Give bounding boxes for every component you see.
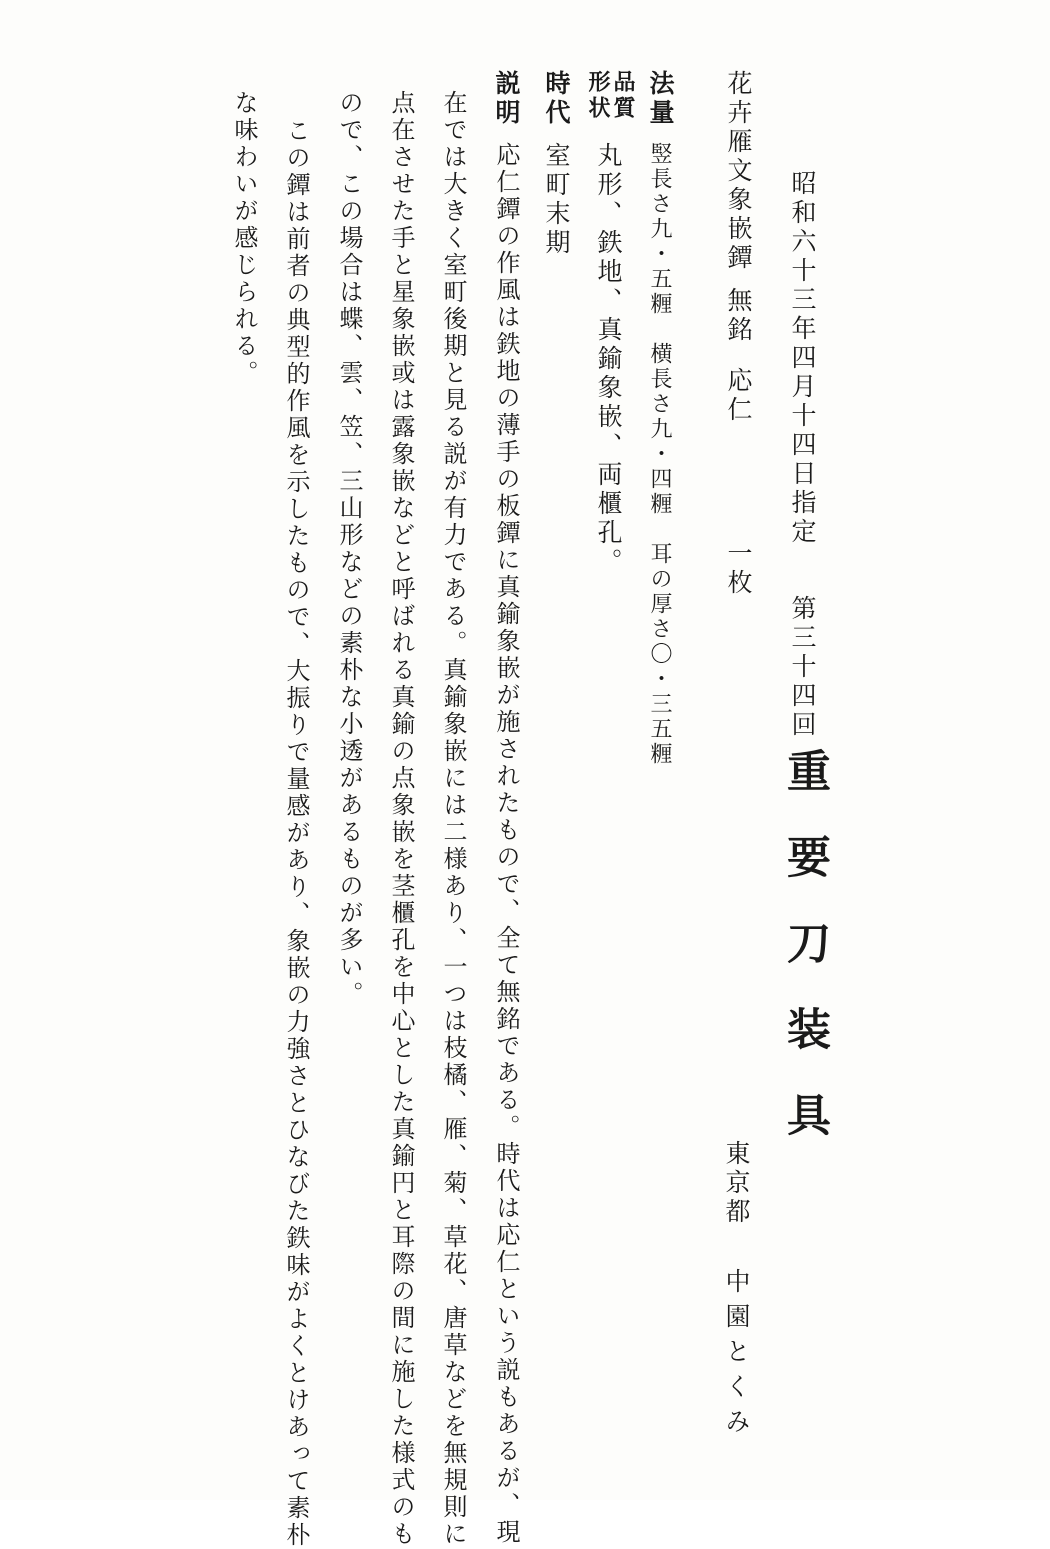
period-value: 室町末期	[542, 142, 571, 258]
designation-date: 昭和六十三年四月十四日指定	[788, 170, 817, 547]
dimensions-label: 法量	[646, 70, 675, 128]
description-label: 説明	[492, 70, 521, 128]
item-count: 一枚	[724, 540, 753, 598]
owner-location: 東京都	[722, 1140, 751, 1227]
owner-name: 中園とくみ	[722, 1268, 751, 1443]
description-line: 在では大きく室町後期と見る説が有力である。真鍮象嵌には二様あり、一つは枝橘、雁、菊、草花、唐草などを無規則に	[439, 90, 467, 1548]
page-title: 重要刀装具	[779, 748, 830, 1178]
quality-shape-value: 丸形、鉄地、真鍮象嵌、両櫃孔。	[594, 142, 623, 577]
description-line: ので、この場合は蝶、雲、笠、三山形などの素朴な小透があるものが多い。	[335, 90, 363, 1008]
description-line: 応仁鐔の作風は鉄地の薄手の板鐔に真鍮象嵌が施されたもので、全て無銘である。時代は応仁という説もあるが、現	[492, 142, 520, 1546]
shape-label: 形状	[585, 70, 610, 122]
item-name: 花卉雁文象嵌鐔	[724, 70, 753, 273]
quality-label: 品質	[610, 70, 635, 122]
description-line: 点在させた手と星象嵌或は露象嵌などと呼ばれる真鍮の点象嵌を茎櫃孔を中心とした真鍮円と耳際の間に施した様式のも	[387, 90, 415, 1548]
description-line: な味わいが感じられる。	[230, 90, 258, 387]
period-label: 時代	[542, 70, 571, 128]
dimensions-value: 竪長さ九・五糎 横長さ九・四糎 耳の厚さ〇・三五糎	[647, 142, 672, 767]
description-line: この鐔は前者の典型的作風を示したもので、大振りで量感があり、象嵌の力強さとひなびた鉄味がよくとけあって素朴	[282, 118, 310, 1549]
session-number: 第三十四回	[788, 595, 817, 740]
item-attribution: 応仁	[724, 367, 753, 425]
item-signature: 無銘	[724, 287, 753, 345]
